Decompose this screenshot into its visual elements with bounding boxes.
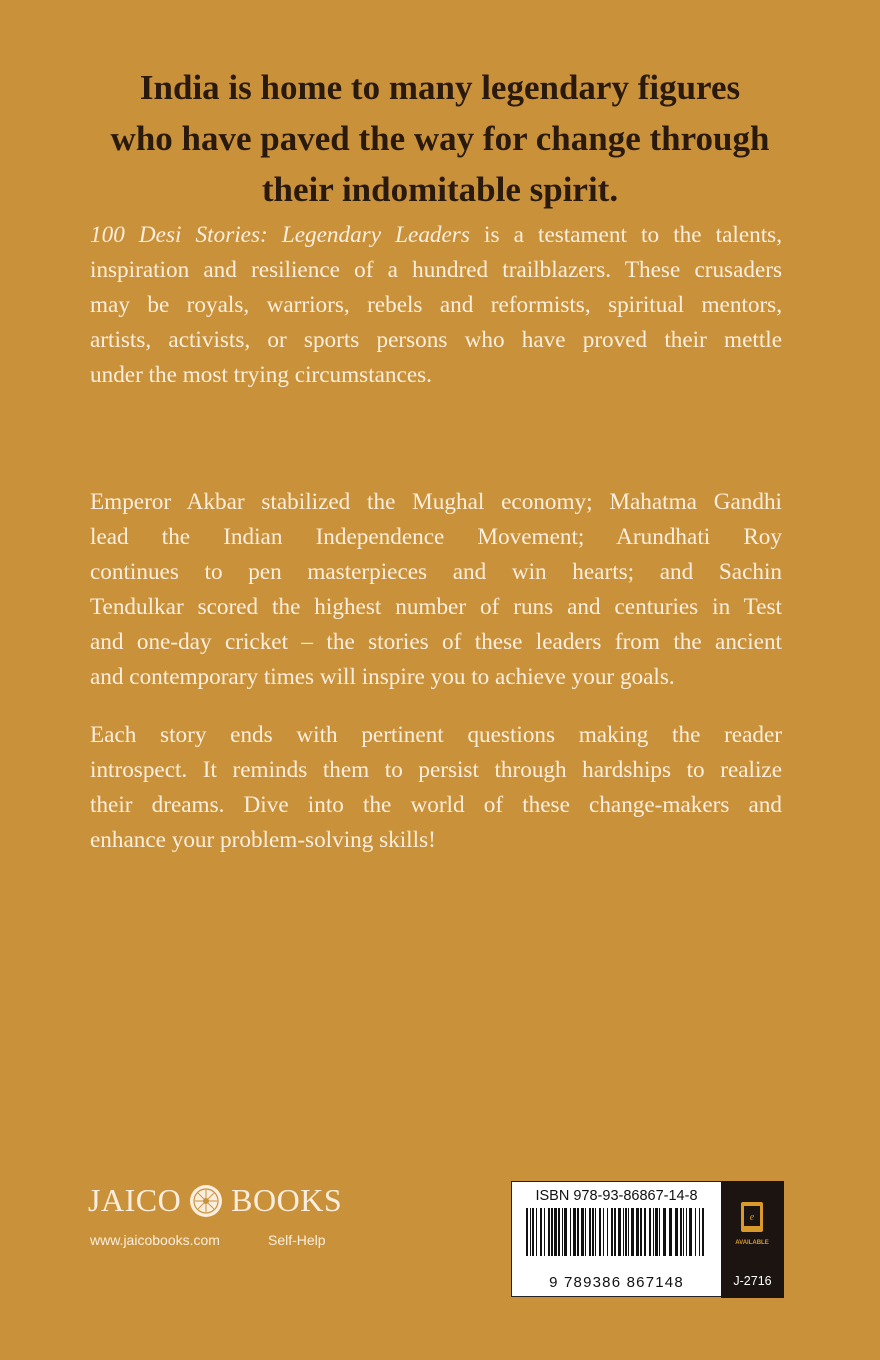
description-paragraph-1	[90, 218, 782, 393]
barcode-bar	[663, 1208, 666, 1256]
publisher-name-left: JAICO	[88, 1182, 182, 1218]
publisher-logo	[88, 1182, 342, 1219]
barcode-bar	[581, 1208, 584, 1256]
barcode-bar	[686, 1208, 687, 1256]
barcode-digits-area	[511, 1276, 722, 1297]
paragraph-text: is a testament to the talents,	[469, 222, 782, 248]
paragraph-line: may be royals, warriors, rebels and reformists, spiritual mentors,	[90, 292, 782, 318]
paragraph-line: enhance your problem-solving skills!	[90, 827, 436, 853]
barcode-bar	[595, 1208, 596, 1256]
paragraph-line: and contemporary times will inspire you to achieve your goals.	[90, 664, 675, 690]
barcode-bar	[644, 1208, 646, 1256]
headline-line: their indomitable spirit.	[261, 170, 619, 209]
barcode-bar	[562, 1208, 563, 1256]
barcode-bar	[599, 1208, 601, 1256]
book-category: Self-Help	[268, 1232, 326, 1248]
paragraph-line: artists, activists, or sports persons who have proved their mettle	[90, 327, 782, 353]
barcode-bar	[607, 1208, 608, 1256]
barcode-bar	[573, 1208, 576, 1256]
headline-line: who have paved the way for change through	[110, 119, 770, 158]
book-title: 100 Desi Stories: Legendary Leaders	[90, 222, 470, 248]
paragraph-line: inspiration and resilience of a hundred trailblazers. These crusaders	[90, 257, 782, 283]
barcode-bar	[564, 1208, 567, 1256]
barcode-bars	[524, 1208, 709, 1256]
barcode-bar	[695, 1208, 696, 1256]
barcode-bar	[530, 1208, 531, 1256]
ebook-panel	[721, 1181, 784, 1298]
barcode-bar	[558, 1208, 560, 1256]
barcode-bar	[548, 1208, 550, 1256]
barcode-bar	[628, 1208, 629, 1256]
barcode-bar	[625, 1208, 627, 1256]
barcode-digits: 9 789386 867148	[549, 1274, 684, 1291]
barcode-bar	[618, 1208, 621, 1256]
barcode-bar	[577, 1208, 579, 1256]
publisher-url: www.jaicobooks.com	[90, 1232, 220, 1248]
paragraph-line: introspect. It reminds them to persist through hardships to realize	[90, 757, 782, 783]
barcode-bar	[544, 1208, 545, 1256]
barcode-bar	[649, 1208, 651, 1256]
barcode-bar	[683, 1208, 684, 1256]
barcode-bar	[631, 1208, 634, 1256]
barcode-bar	[669, 1208, 672, 1256]
job-code: J-2716	[733, 1274, 772, 1288]
barcode-bar	[680, 1208, 682, 1256]
description-paragraph-2	[90, 485, 782, 695]
barcode-bar	[699, 1208, 700, 1256]
paragraph-line: their dreams. Dive into the world of these change-makers and	[90, 792, 782, 818]
barcode-bar	[655, 1208, 658, 1256]
headline	[60, 62, 820, 215]
barcode-bar	[570, 1208, 571, 1256]
paragraph-line	[90, 218, 782, 253]
barcode-bar	[611, 1208, 613, 1256]
paragraph-line: under the most trying circumstances.	[90, 362, 432, 388]
barcode-bar	[589, 1208, 591, 1256]
paragraph-line: Tendulkar scored the highest number of runs and centuries in Test	[90, 594, 782, 620]
publisher-name-right: BOOKS	[231, 1182, 343, 1218]
barcode-bar	[526, 1208, 528, 1256]
barcode-bar	[623, 1208, 624, 1256]
description-paragraph-3	[90, 718, 782, 858]
barcode-bar	[603, 1208, 604, 1256]
barcode-bar	[551, 1208, 553, 1256]
isbn-label: ISBN 978-93-86867-14-8	[535, 1188, 698, 1204]
paragraph-line: continues to pen masterpieces and win hearts; and Sachin	[90, 559, 782, 585]
paragraph-line: Each story ends with pertinent questions making the reader	[90, 722, 782, 748]
barcode-bar	[536, 1208, 537, 1256]
barcode-bar	[554, 1208, 557, 1256]
ebook-available-icon	[734, 1200, 770, 1250]
barcode-bar	[675, 1208, 678, 1256]
paragraph-line: Emperor Akbar stabilized the Mughal economy; Mahatma Gandhi	[90, 489, 782, 515]
barcode-bar	[640, 1208, 642, 1256]
barcode-bar	[636, 1208, 639, 1256]
isbn-barcode	[511, 1181, 722, 1278]
svg-text:e: e	[749, 1212, 755, 1223]
barcode-bar	[653, 1208, 654, 1256]
barcode-bar	[614, 1208, 616, 1256]
barcode-bar	[689, 1208, 692, 1256]
barcode-bar	[585, 1208, 586, 1256]
paragraph-line: lead the Indian Independence Movement; Arundhati Roy	[90, 524, 782, 550]
ebook-label: AVAILABLE	[735, 1240, 769, 1246]
barcode-bar	[702, 1208, 704, 1256]
barcode-bar	[659, 1208, 660, 1256]
barcode-bar	[532, 1208, 534, 1256]
headline-line: India is home to many legendary figures	[139, 68, 741, 107]
wheel-logo-icon	[189, 1184, 223, 1218]
barcode-bar	[592, 1208, 594, 1256]
paragraph-line: and one-day cricket – the stories of these leaders from the ancient	[90, 629, 782, 655]
barcode-bar	[540, 1208, 542, 1256]
